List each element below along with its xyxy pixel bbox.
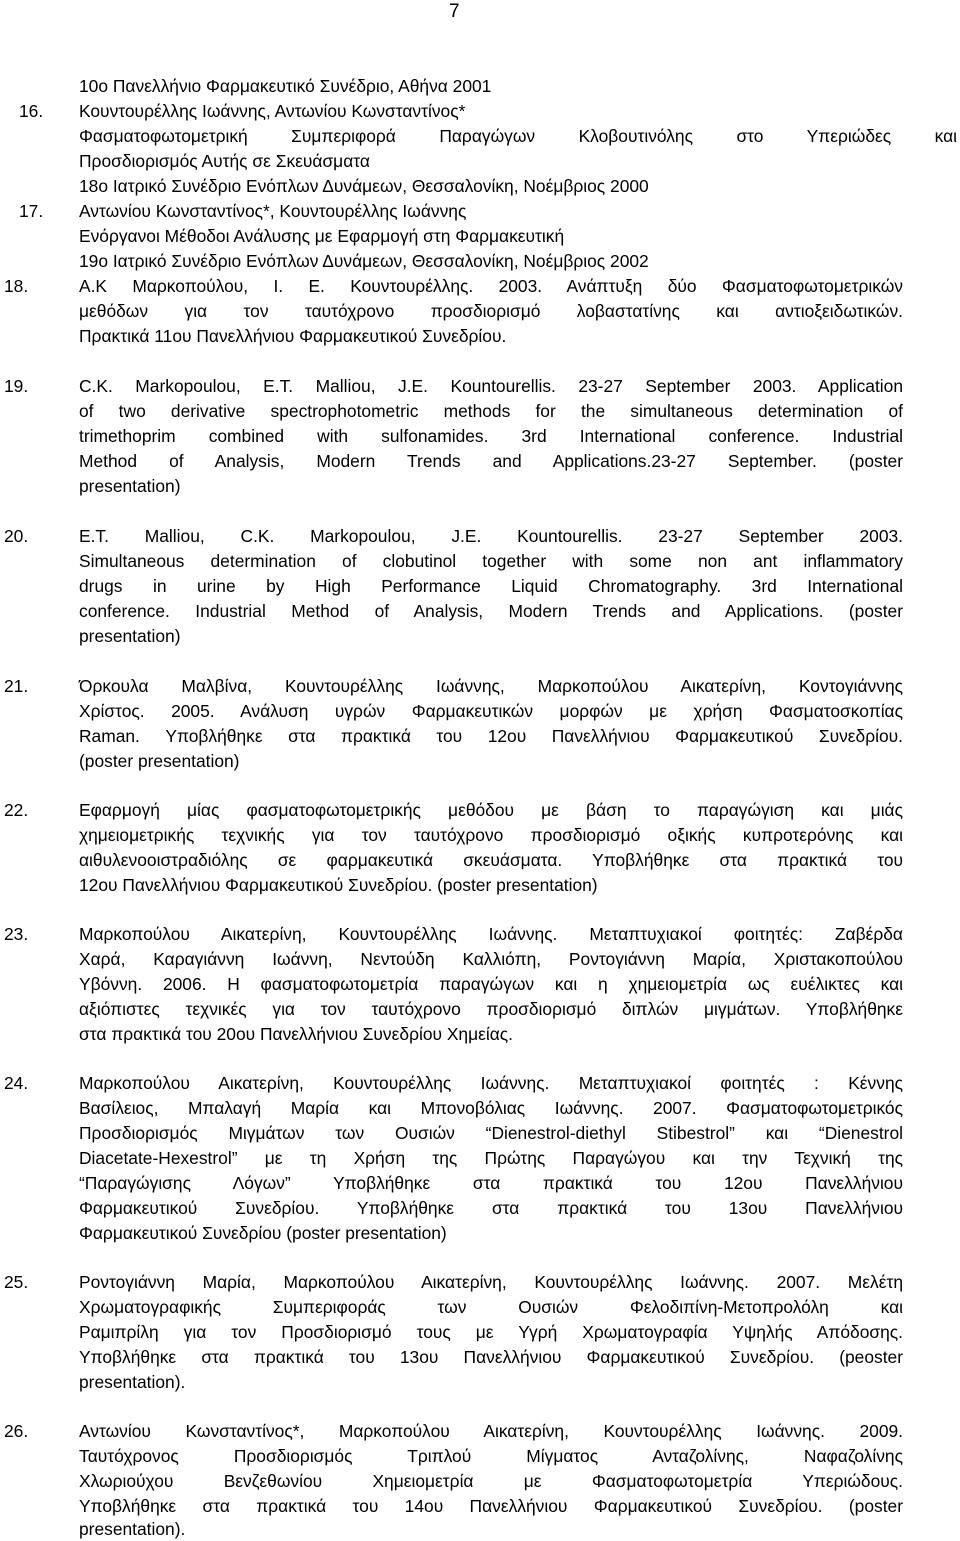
text-line — [0, 99, 960, 123]
text-line — [0, 873, 960, 897]
text-line — [0, 749, 960, 773]
line-text: Ραμιπρίλη για τον Προσδιορισμό τους με Υγρή Χρωματογραφία Υψηλής Απόδοσης. — [79, 1322, 903, 1342]
line-text: Simultaneous determination of clobutinol together with some non ant inflammatory — [79, 551, 903, 571]
text-line — [0, 674, 960, 698]
item-number: 22. — [4, 800, 29, 820]
text-line — [0, 1419, 960, 1443]
text-line — [0, 1096, 960, 1120]
line-text: Ταυτόχρονος Προσδιορισμός Τριπλού Μίγματος Ανταζολίνης, Ναφαζολίνης — [79, 1446, 903, 1466]
item-number: 25. — [4, 1272, 29, 1292]
text-line — [0, 1345, 960, 1369]
text-line — [0, 1146, 960, 1170]
line-text: Χαρά, Καραγιάννη Ιωάννη, Νεντούδη Καλλιόπη, Ροντογιάννη Μαρία, Χριστακοπούλου — [79, 949, 903, 969]
line-text: 10ο Πανελλήνιο Φαρμακευτικό Συνέδριο, Αθήνα 2001 — [79, 76, 492, 96]
text-line — [0, 424, 960, 448]
text-line — [0, 199, 960, 223]
line-text: Χλωριούχου Βενζεθωνίου Χημειομετρία με Φασματοφωτομετρία Υπεριώδους. — [79, 1471, 903, 1491]
line-text: Αντωνίου Κωνσταντίνος*, Μαρκοπούλου Αικατερίνη, Κουντουρέλλης Ιωάννης. 2009. — [79, 1421, 903, 1441]
line-text: Προσδιορισμός Αυτής σε Σκευάσματα — [79, 151, 370, 171]
text-line — [0, 624, 960, 648]
text-line — [0, 848, 960, 872]
line-text: Φαρμακευτικού Συνεδρίου. Υποβλήθηκε στα πρακτικά του 13ου Πανελλήνιου — [79, 1198, 903, 1218]
line-text: Βασίλειος, Μπαλαγή Μαρία και Μπονοβόλιας Ιωάννης. 2007. Φασματοφωτομετρικός — [79, 1098, 903, 1118]
text-line — [0, 1022, 960, 1046]
line-text: Ενόργανοι Μέθοδοι Ανάλυσης με Εφαρμογή στη Φαρμακευτική — [79, 226, 565, 246]
line-text: αξιόπιστες τεχνικές για τον ταυτόχρονο προσδιορισμό διπλών μιγμάτων. Υποβλήθηκε — [79, 999, 903, 1019]
text-line — [0, 224, 960, 248]
line-text: αιθυλενοοιστραδιόλης σε φαρμακευτικά σκευάσματα. Υποβλήθηκε στα πρακτικά του — [79, 850, 903, 870]
text-line — [0, 524, 960, 548]
text-line — [0, 149, 960, 173]
text-line — [0, 947, 960, 971]
text-line — [0, 1444, 960, 1468]
line-text: Υποβλήθηκε στα πρακτικά του 14ου Πανελλήνιου Φαρμακευτικού Συνεδρίου. (poster — [79, 1496, 903, 1516]
line-text: conference. Industrial Method of Analysis, Modern Trends and Applications. (poster — [79, 601, 903, 621]
page-number: 7 — [449, 1, 460, 22]
line-text: E.T. Malliou, C.K. Markopoulou, J.E. Kountourellis. 23-27 September 2003. — [79, 526, 903, 546]
item-number: 16. — [19, 101, 44, 121]
line-text: Ροντογιάννη Μαρία, Μαρκοπούλου Αικατερίνη, Κουντουρέλλης Ιωάννης. 2007. Μελέτη — [79, 1272, 903, 1292]
text-line — [0, 1517, 960, 1541]
text-line — [0, 798, 960, 822]
text-line — [0, 1295, 960, 1319]
text-line — [0, 599, 960, 623]
text-line — [0, 699, 960, 723]
line-text: 12ου Πανελλήνιου Φαρμακευτικού Συνεδρίου. (poster presentation) — [79, 875, 598, 895]
text-line — [0, 1494, 960, 1518]
line-text: 19ο Ιατρικό Συνέδριο Ενόπλων Δυνάμεων, Θεσσαλονίκη, Νοέμβριος 2002 — [79, 251, 649, 271]
item-number: 17. — [19, 201, 44, 221]
line-text: Αντωνίου Κωνσταντίνος*, Κουντουρέλλης Ιωάννης — [79, 201, 467, 221]
text-line — [0, 1370, 960, 1394]
line-text: Όρκουλα Μαλβίνα, Κουντουρέλλης Ιωάννης, Μαρκοπούλου Αικατερίνη, Κοντογιάννης — [79, 676, 903, 696]
line-text: presentation). — [79, 1519, 186, 1539]
line-text: Χρωματογραφικής Συμπεριφοράς των Ουσιών Φελοδιπίνη-Μετοπρολόλη και — [79, 1297, 903, 1317]
line-text: Εφαρμογή μίας φασματοφωτομετρικής μεθόδου με βάση το παραγώγιση και μιάς — [79, 800, 903, 820]
item-number: 21. — [4, 676, 29, 696]
item-number: 19. — [4, 376, 29, 396]
item-number: 20. — [4, 526, 29, 546]
item-number: 18. — [4, 276, 29, 296]
text-line — [0, 449, 960, 473]
line-text: Μαρκοπούλου Αικατερίνη, Κουντουρέλλης Ιωάννης. Μεταπτυχιακοί φοιτητές: Ζαβέρδα — [79, 924, 903, 944]
text-line — [0, 324, 960, 348]
line-text: 18ο Ιατρικό Συνέδριο Ενόπλων Δυνάμεων, Θεσσαλονίκη, Νοέμβριος 2000 — [79, 176, 649, 196]
line-text: χημειομετρικής τεχνικής για τον ταυτόχρονο προσδιορισμό οξικής κυπροτερόνης και — [79, 825, 903, 845]
line-text: Πρακτικά 11ου Πανελλήνιου Φαρμακευτικού Συνεδρίου. — [79, 326, 507, 346]
line-text: Method of Analysis, Modern Trends and Applications.23-27 September. (poster — [79, 451, 903, 471]
text-line — [0, 1121, 960, 1145]
text-line — [0, 823, 960, 847]
line-text: Μαρκοπούλου Αικατερίνη, Κουντουρέλλης Ιωάννης. Μεταπτυχιακοί φοιτητές : Κέννης — [79, 1073, 903, 1093]
line-text: presentation) — [79, 476, 181, 496]
line-text: Α.Κ Μαρκοπούλου, Ι. Ε. Κουντουρέλλης. 2003. Ανάπτυξη δύο Φασματοφωτομετρικών — [79, 276, 903, 296]
line-text: Προσδιορισμός Μιγμάτων των Ουσιών “Dienestrol-diethyl Stibestrol” και “Dienestrol — [79, 1123, 903, 1143]
text-line — [0, 399, 960, 423]
text-line — [0, 1320, 960, 1344]
line-text: presentation) — [79, 626, 181, 646]
line-text: Υβόννη. 2006. Η φασματοφωτομετρία παραγώγων και η χημειομετρία ως ευέλικτες και — [79, 974, 903, 994]
line-text: Χρίστος. 2005. Ανάλυση υγρών Φαρμακευτικών μορφών με χρήση Φασματοσκοπίας — [79, 701, 903, 721]
text-line — [0, 1469, 960, 1493]
text-line — [0, 274, 960, 298]
text-line — [0, 174, 960, 198]
text-line — [0, 972, 960, 996]
text-line — [0, 1071, 960, 1095]
text-line — [0, 1270, 960, 1294]
item-number: 26. — [4, 1421, 29, 1441]
text-line — [0, 74, 960, 98]
line-text: C.K. Markopoulou, E.T. Malliou, J.E. Kountourellis. 23-27 September 2003. Application — [79, 376, 903, 396]
text-line — [0, 922, 960, 946]
line-text: Κουντουρέλλης Ιωάννης, Αντωνίου Κωνσταντίνος* — [79, 101, 466, 121]
text-line — [0, 724, 960, 748]
text-line — [0, 997, 960, 1021]
line-text: “Παραγώγισης Λόγων” Υποβλήθηκε στα πρακτικά του 12ου Πανελλήνιου — [79, 1173, 903, 1193]
line-text: Φασματοφωτομετρική Συμπεριφορά Παραγώγων Κλοβουτινόλης στο Υπεριώδες και — [79, 126, 957, 146]
line-text: of two derivative spectrophotometric methods for the simultaneous determination of — [79, 401, 903, 421]
line-text: Raman. Υποβλήθηκε στα πρακτικά του 12ου Πανελλήνιου Φαρμακευτικού Συνεδρίου. — [79, 726, 903, 746]
item-number: 23. — [4, 924, 29, 944]
text-line — [0, 574, 960, 598]
item-number: 24. — [4, 1073, 29, 1093]
text-line — [0, 1171, 960, 1195]
line-text: Diacetate-Hexestrol” με τη Χρήση της Πρώτης Παραγώγου και την Τεχνική της — [79, 1148, 903, 1168]
line-text: presentation). — [79, 1372, 186, 1392]
line-text: Φαρμακευτικού Συνεδρίου (poster presentation) — [79, 1223, 447, 1243]
text-line — [0, 474, 960, 498]
line-text: στα πρακτικά του 20ου Πανελλήνιου Συνεδρίου Χημείας. — [79, 1024, 514, 1044]
line-text: drugs in urine by High Performance Liquid Chromatography. 3rd International — [79, 576, 903, 596]
text-line — [0, 124, 960, 148]
text-line — [0, 249, 960, 273]
text-line — [0, 374, 960, 398]
line-text: Υποβλήθηκε στα πρακτικά του 13ου Πανελλήνιου Φαρμακευτικού Συνεδρίου. (peoster — [79, 1347, 903, 1367]
text-line — [0, 549, 960, 573]
line-text: trimethoprim combined with sulfonamides. 3rd International conference. Industrial — [79, 426, 903, 446]
text-line — [0, 1196, 960, 1220]
text-line — [0, 299, 960, 323]
text-line — [0, 1221, 960, 1245]
line-text: (poster presentation) — [79, 751, 240, 771]
line-text: μεθόδων για τον ταυτόχρονο προσδιορισμό λοβαστατίνης και αντιοξειδωτικών. — [79, 301, 903, 321]
